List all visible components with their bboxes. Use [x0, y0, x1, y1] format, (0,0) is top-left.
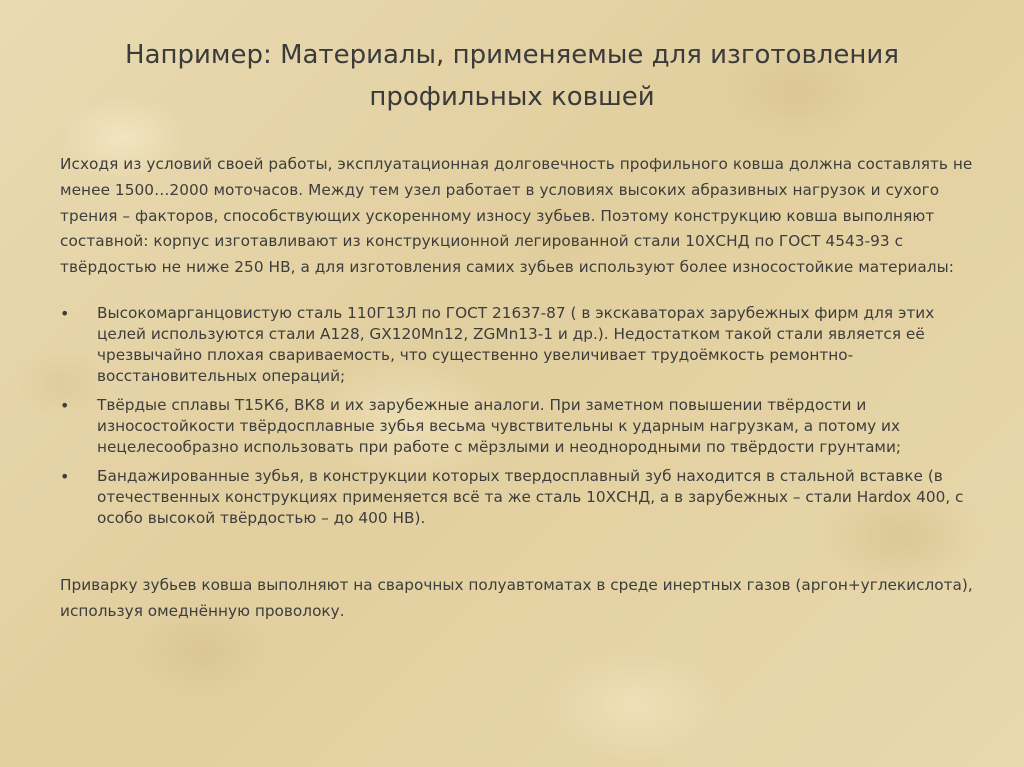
bullet-icon: •	[60, 466, 70, 486]
slide-title	[60, 34, 964, 118]
bullet-icon: •	[60, 303, 70, 323]
slide-body	[60, 152, 980, 625]
list-item	[60, 303, 980, 387]
list-item-text: Высокомарганцовистую сталь 110Г13Л по ГОСТ 21637-87 ( в экскаваторах зарубежных фирм для этих целей используются стали А128, GX120Mn12, ZGMn13-1 и др.). Недостатком такой стали является её чрезвычайно плохая свариваемость, что существенно увеличивает трудоёмкость ремонтно-восстановительных операций;	[97, 303, 935, 385]
list-item	[60, 466, 980, 529]
materials-list	[60, 303, 980, 529]
intro-paragraph: Исходя из условий своей работы, эксплуатационная долговечность профильного ковша должна составлять не менее 1500…2000 моточасов. Между тем узел работает в условиях высоких абразивных нагрузок и сухого трения – факторов, способствующих ускоренному износу зубьев. Поэтому конструкцию ковша выполняют составной: корпус изготавливают из конструкционной легированной стали 10ХСНД по ГОСТ 4543-93 с твёрдостью не ниже 250 НВ, а для изготовления самих зубьев используют более износостойкие материалы:	[60, 155, 973, 277]
bullet-icon: •	[60, 395, 70, 415]
closing-paragraph: Приварку зубьев ковша выполняют на сварочных полуавтоматах в среде инертных газов (аргон+углекислота), используя омеднённую проволоку.	[60, 575, 973, 620]
list-item-text: Твёрдые сплавы Т15К6, ВК8 и их зарубежные аналоги. При заметном повышении твёрдости и износостойкости твёрдосплавные зубья весьма чувствительны к ударным нагрузкам, а потому их нецелесообразно использовать при работе с мёрзлыми и неоднородными по твёрдости грунтами;	[97, 395, 902, 456]
list-item	[60, 395, 980, 458]
slide-title-line-2: профильных ковшей	[369, 82, 655, 112]
slide-title-line-1: Например: Материалы, применяемые для изготовления	[125, 40, 899, 70]
list-item-text: Бандажированные зубья, в конструкции которых твердосплавный зуб находится в стальной вставке (в отечественных конструкциях применяется всё та же сталь 10ХСНД, а в зарубежных – стали Hardox 400, с особо высокой твёрдостью – до 400 НВ).	[97, 466, 964, 527]
